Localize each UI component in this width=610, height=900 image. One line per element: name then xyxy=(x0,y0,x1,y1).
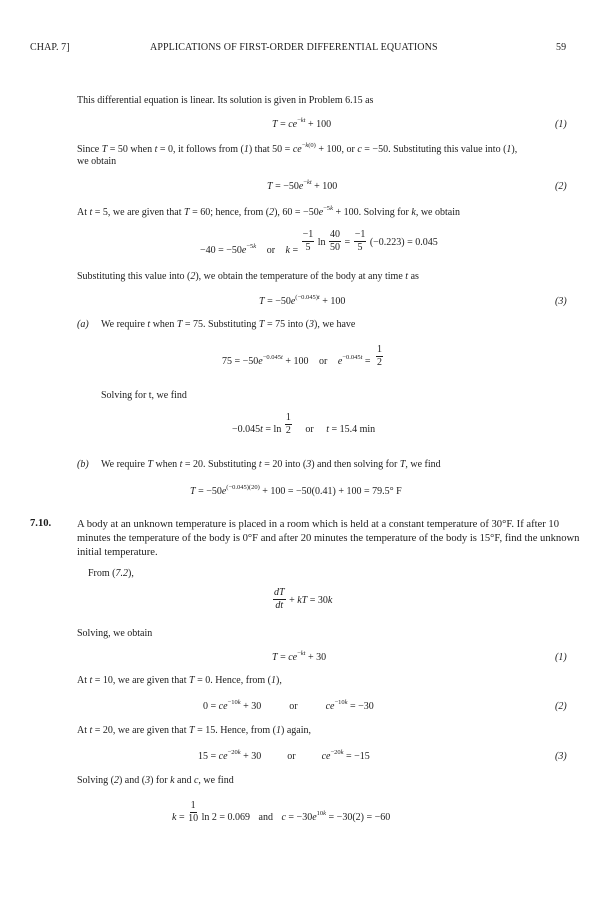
equation-3: $T = -50e^{(-0.045)t} + 100$ xyxy=(259,294,346,307)
paragraph-linear: This differential equation is linear. Its solution is given in Problem 6.15 as xyxy=(77,95,374,106)
paragraph-substituting: Substituting this value into (2), we obtain the temperature of the body at any time t as xyxy=(77,271,419,282)
equation-710-2: $0 = ce^{-10k} + 30$ or $ce^{-10k} = -30$ xyxy=(203,699,374,712)
paragraph-from-7-2: From (7.2), xyxy=(88,568,134,579)
equation-710-number-1: (1) xyxy=(555,652,567,663)
equation-710-1: $T = ce^{-kt} + 30$ xyxy=(272,650,327,663)
equation-1: $T = ce^{-kt} + 100$ xyxy=(272,117,332,130)
paragraph-at-t20: At t = 20, we are given that T = 15. Hence, from (1) again, xyxy=(77,725,312,736)
equation-710-number-3: (3) xyxy=(555,751,567,762)
equation-a2: −0.045t = ln $\frac{1}{2}$ or t = 15.4 min xyxy=(232,412,376,436)
equation-a1: $75 = -50e^{-0.045t} + 100$ or $e^{-0.045t}$ = $\frac{1}{2}$ xyxy=(222,344,383,368)
problem-number: 7.10. xyxy=(30,518,52,529)
paragraph-since-cont: we obtain xyxy=(77,156,117,167)
equation-number-2: (2) xyxy=(555,181,567,192)
equation-number-3: (3) xyxy=(555,296,567,307)
problem-statement: A body at an unknown temperature is placed in a room which is held at a constant temperature of 30°F. If after 10 minutes the temperature of the body is 0°F and after 20 minutes the temperature of the body is 15°F, find the unknown initial temperature. xyxy=(77,519,580,558)
part-a-solving: Solving for t, we find xyxy=(101,390,187,401)
equation-number-1: (1) xyxy=(555,119,567,130)
equation-710-3: $15 = ce^{-20k} + 30$ or $ce^{-20k} = -15$ xyxy=(198,749,370,762)
equation-b: $T = -50e^{(-0.045)(20)} + 100 = -50(0.41) + 100 = 79.5^\circ$ F xyxy=(190,484,402,497)
equation-710-kc: k = $\frac{1}{10}$ ln 2 = 0.069 and $c = -30e^{10k} = -30(2) = -60$ xyxy=(172,800,391,824)
part-b-text: We require T when t = 20. Substituting t = 20 into (3) and then solving for T, we find xyxy=(101,459,441,470)
equation-710-number-2: (2) xyxy=(555,701,567,712)
paragraph-at-t10: At t = 10, we are given that T = 0. Hence, from (1), xyxy=(77,675,282,686)
paragraph-at-t5: At t = 5, we are given that T = 60; hence, from (2), $60 = -50e^{-5k} + 100$. Solving for k, we obtain xyxy=(77,205,460,218)
page-number: 59 xyxy=(556,42,567,53)
part-a-text: We require t when T = 75. Substituting T = 75 into (3), we have xyxy=(101,319,356,330)
equation-2: $T = -50e^{-kt} + 100$ xyxy=(267,179,338,192)
paragraph-solving-2-3: Solving (2) and (3) for k and c, we find xyxy=(77,775,234,786)
paragraph-since: Since T = 50 when t = 0, it follows from (1) that $50 = ce^{-k(0)} + 100$, or c = −50. Substituting this value into (1), xyxy=(77,142,518,155)
part-a-label: (a) xyxy=(77,319,89,330)
running-title: APPLICATIONS OF FIRST-ORDER DIFFERENTIAL EQUATIONS xyxy=(150,42,438,53)
equation-k: $-40 = -50e^{-5k}$ or k = $\frac{-1}{5}$ ln $\frac{40}{50}$ = $\frac{-1}{5}$ (−0.223) = 0.045 xyxy=(200,229,438,256)
equation-710-ode: $\frac{dT}{dt}$ + kT = 30k xyxy=(274,587,333,611)
part-b-label: (b) xyxy=(77,459,89,470)
chapter-label: CHAP. 7] xyxy=(30,42,70,53)
paragraph-solving: Solving, we obtain xyxy=(77,628,153,639)
